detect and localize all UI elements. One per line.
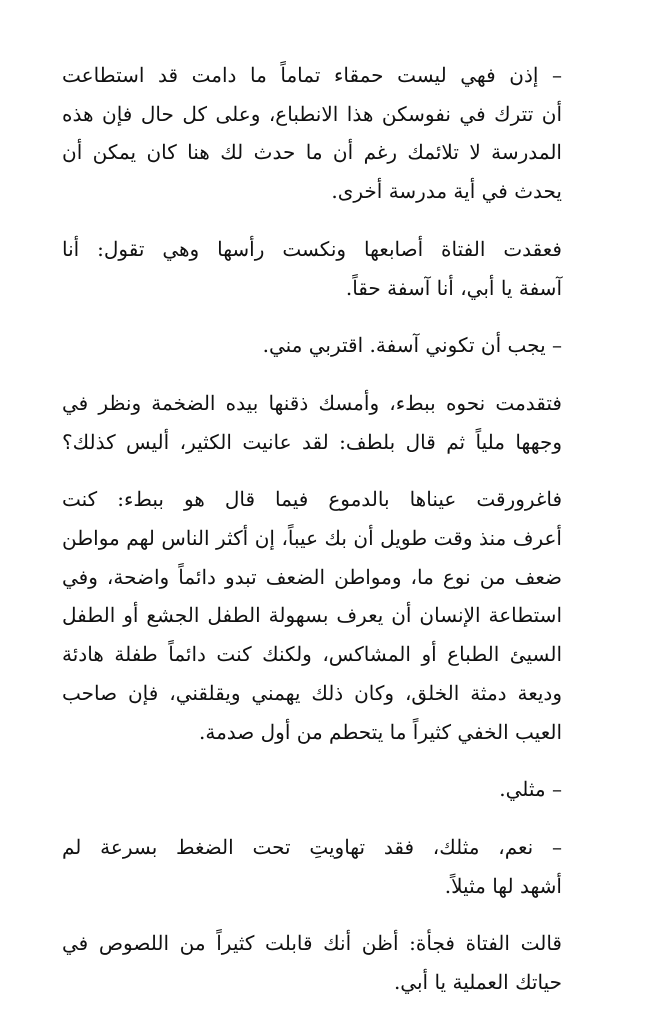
paragraph-4 <box>62 384 584 461</box>
paragraph-3 <box>62 326 584 365</box>
text-line: فعقدت الفتاة أصابعها ونكست رأسها وهي تقول: أنا <box>62 236 562 261</box>
paragraph-5 <box>62 480 584 751</box>
text-line: أشهد لها مثيلاً. <box>444 873 562 898</box>
text-line: فتقدمت نحوه ببطء، وأمسك ذقنها بيده الضخمة ونظر في <box>62 390 562 415</box>
text-line: استطاعة الإنسان أن يعرف بسهولة الطفل الجشع أو الطفل <box>62 603 562 628</box>
paragraph-2 <box>62 230 584 307</box>
text-line: أن تترك في نفوسكن هذا الانطباع، وعلى كل حال فإن هذه <box>62 101 562 126</box>
text-line: – مثلي. <box>499 777 562 802</box>
paragraph-7 <box>62 828 584 905</box>
text-line: السيئ الطباع أو المشاكس، ولكنك كنت دائماً طفلة هادئة <box>62 642 562 667</box>
text-line: يحدث في أية مدرسة أخرى. <box>331 179 562 204</box>
text-line: وديعة دمثة الخلق، وكان ذلك يهمني ويقلقني، فإن صاحب <box>62 680 562 705</box>
text-line: قالت الفتاة فجأة: أظن أنك قابلت كثيراً من اللصوص في <box>62 931 562 956</box>
text-line: حياتك العملية يا أبي. <box>393 970 562 995</box>
text-line: وجهها ملياً ثم قال بلطف: لقد عانيت الكثير، أليس كذلك؟ <box>62 429 562 454</box>
text-line: المدرسة لا تلائمك رغم أن ما حدث لك هنا كان يمكن أن <box>62 140 562 165</box>
text-line: – نعم، مثلك، فقد تهاويتِ تحت الضغط بسرعة لم <box>62 834 562 859</box>
text-line: – يجب أن تكوني آسفة. اقتربي مني. <box>262 333 562 358</box>
paragraph-6 <box>62 770 584 809</box>
paragraph-1 <box>62 56 584 211</box>
text-line: العيب الخفي كثيراً ما يتحطم من أول صدمة. <box>199 719 562 744</box>
text-line: ضعف من نوع ما، ومواطن الضعف تبدو دائماً واضحة، وفي <box>62 564 562 589</box>
paragraph-8 <box>62 924 584 1001</box>
text-line: – إذن فهي ليست حمقاء تماماً ما دامت قد استطاعت <box>62 63 562 87</box>
book-page <box>62 56 584 1021</box>
text-line: فاغرورقت عيناها بالدموع فيما قال هو ببطء: كنت <box>62 487 562 512</box>
text-line: أعرف منذ وقت طويل أن بك عيباً، إن أكثر الناس لهم مواطن <box>62 526 562 551</box>
text-line: آسفة يا أبي، أنا آسفة حقاً. <box>345 275 562 300</box>
